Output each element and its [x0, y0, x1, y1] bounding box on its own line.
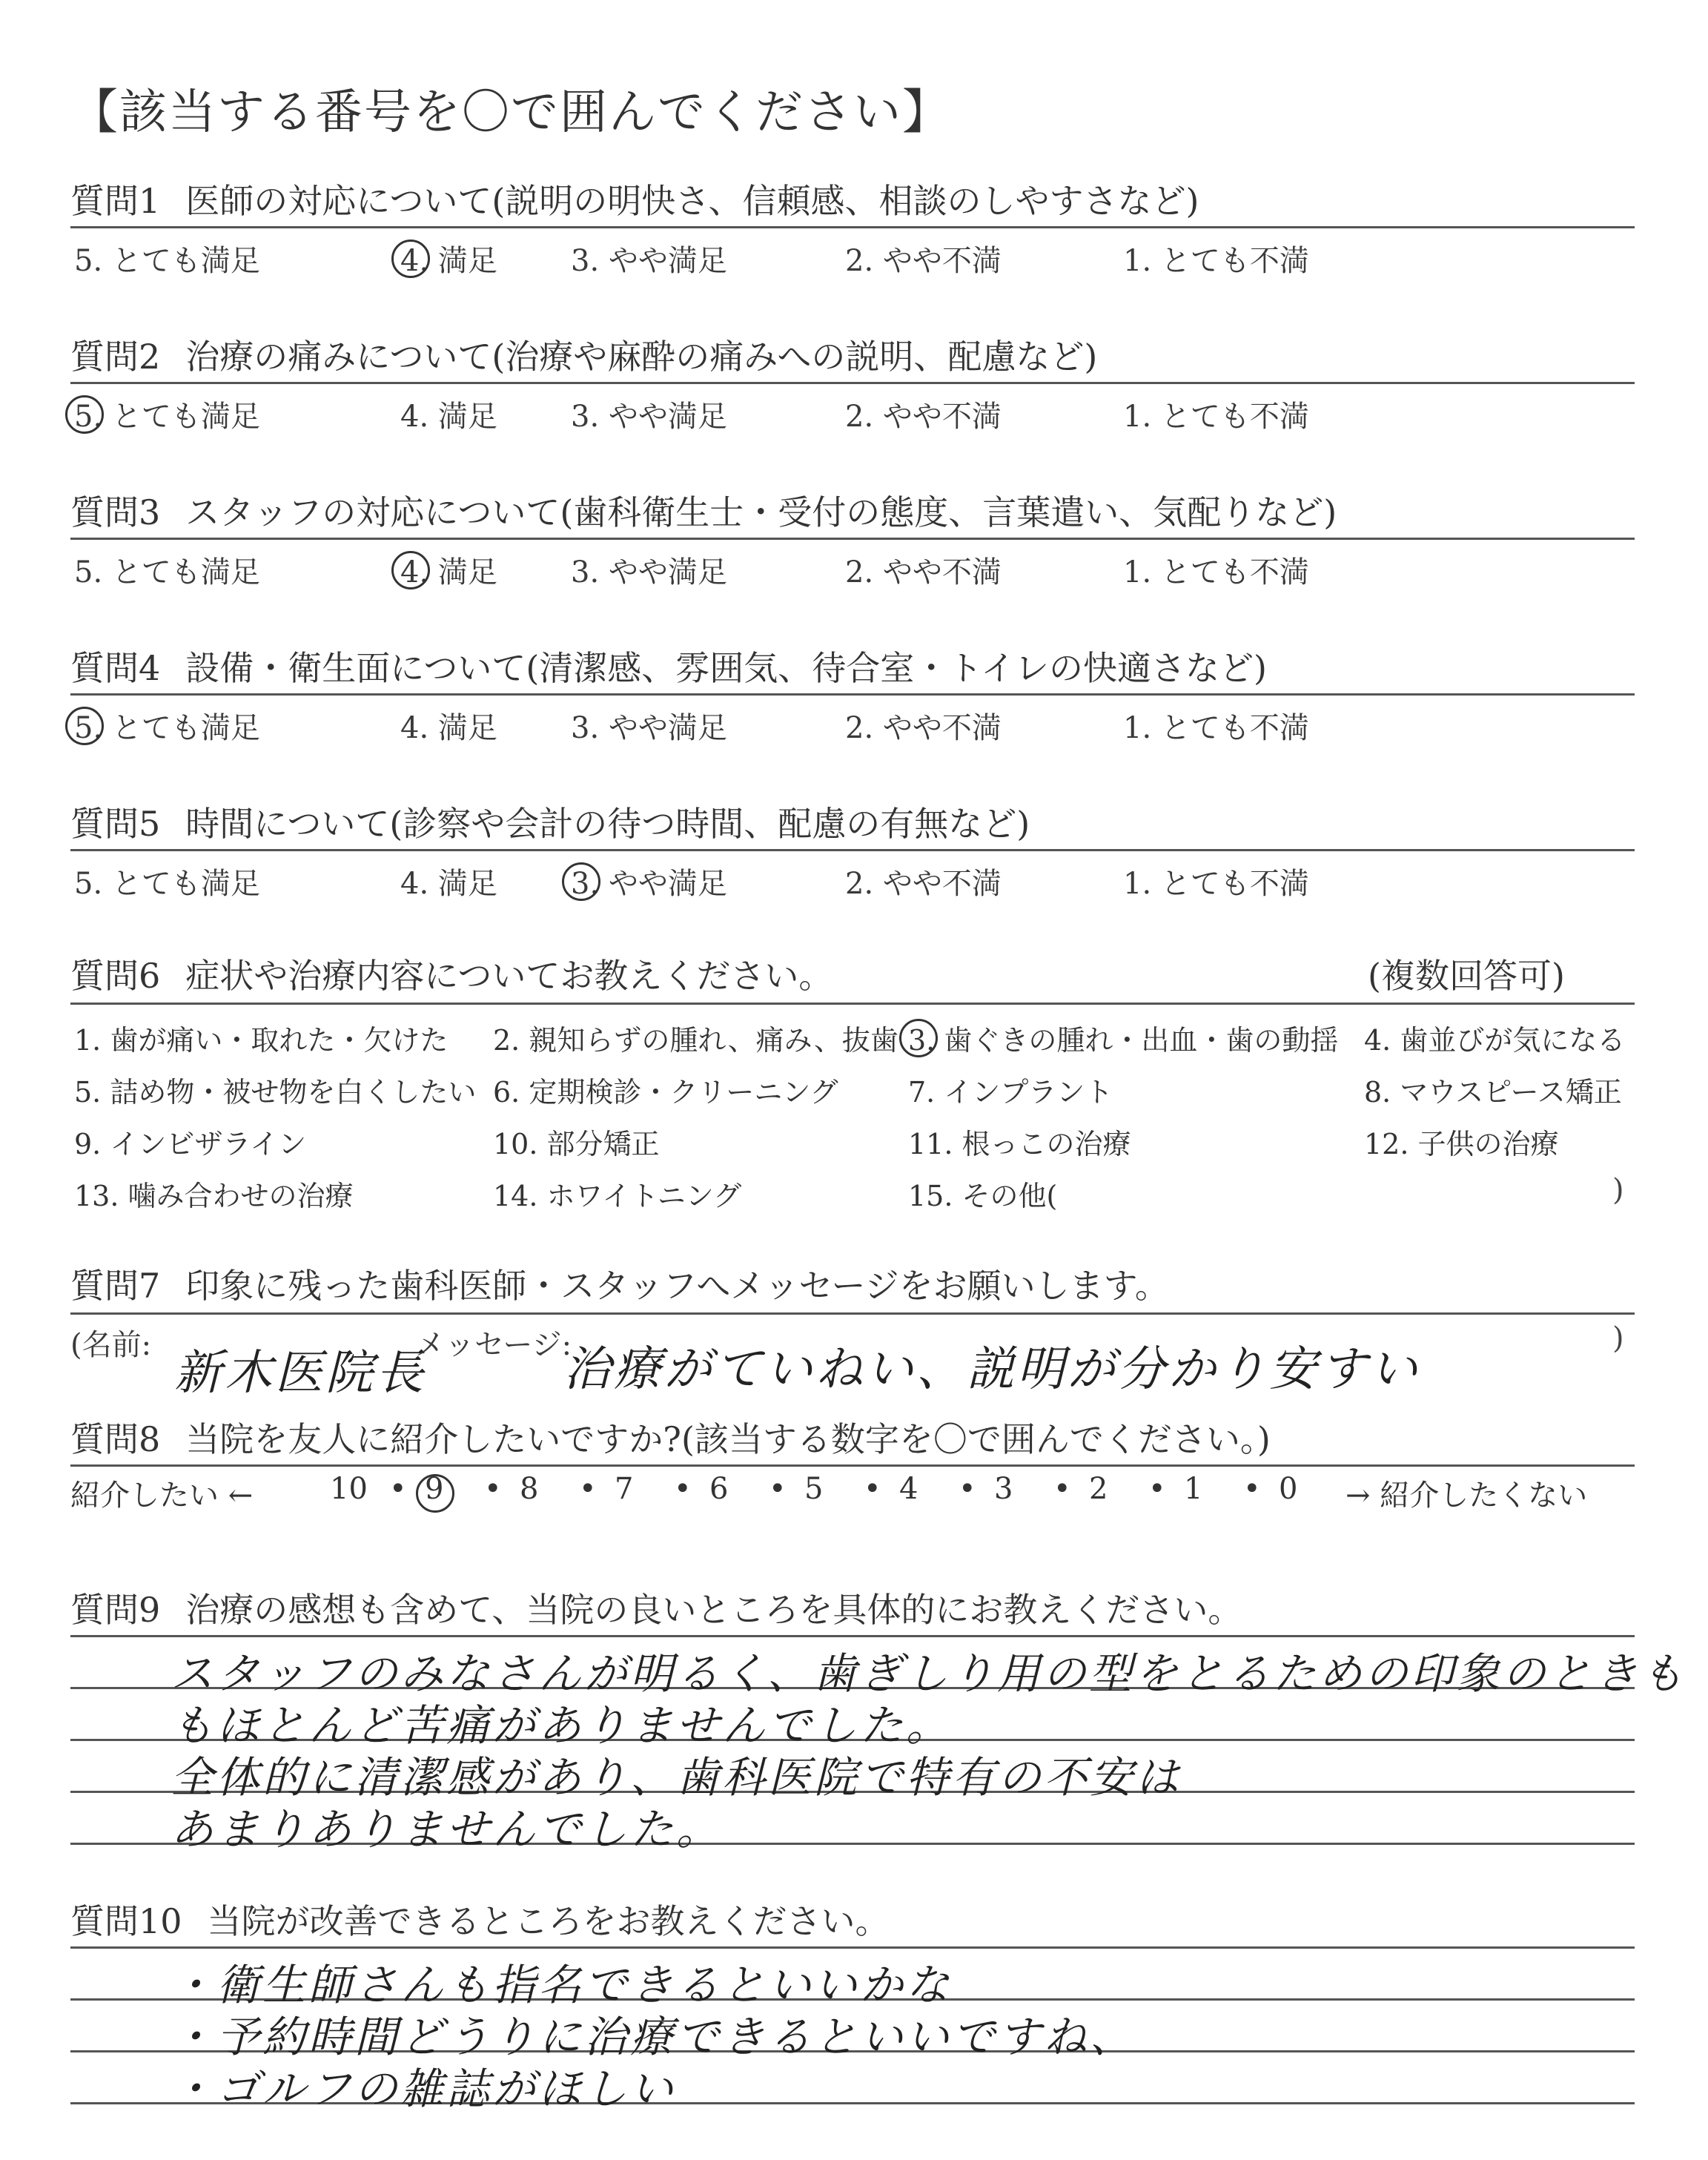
q4-rule [70, 693, 1635, 696]
q10-answer-line: ・衛生師さんも指名できるといいかな [171, 1960, 953, 2010]
q7-msg-label: メッセージ: [415, 1328, 572, 1362]
q6-rule [70, 1003, 1635, 1005]
q8-right-label: → 紹介したくない [1345, 1479, 1588, 1513]
q9-answer-line: スタッフのみなさんが明るく、歯ぎしり用の型をとるための印象のときも [171, 1648, 1687, 1699]
q8-rule [70, 1464, 1635, 1467]
q7-name-label: (名前: [70, 1328, 152, 1362]
q5-title [70, 797, 1030, 846]
q1-option-4[interactable]: 4. 満足 [400, 244, 497, 278]
q8-scale-dot: • [864, 1472, 881, 1506]
q7-number: 質問7 [70, 1266, 161, 1306]
q2-option-2[interactable]: 2. やや不満 [845, 400, 1002, 434]
q6-option-8[interactable]: 8. マウスピース矯正 [1364, 1076, 1622, 1109]
q2-text: 治療の痛みについて(治療や麻酔の痛みへの説明、配慮など) [185, 337, 1098, 377]
q8-left-label: 紹介したい ← [70, 1479, 254, 1513]
q8-scale-dot: • [579, 1472, 597, 1506]
q9-answer-line: 全体的に清潔感があり、歯科医院で特有の不安は [171, 1752, 1182, 1803]
q8-number: 質問8 [70, 1419, 161, 1459]
q9-answer-line: もほとんど苦痛がありませんでした。 [171, 1700, 953, 1751]
q7-msg-value: 治療がていねい、説明が分かり安すい [563, 1342, 1420, 1397]
q7-title [70, 1259, 1169, 1308]
q7-close-paren: ) [1612, 1321, 1624, 1355]
q4-option-5[interactable]: 5. とても満足 [74, 711, 260, 745]
q10-answer-line: ・予約時間どうりに治療できるといいですね、 [171, 2012, 1136, 2062]
q6-text: 症状や治療内容についてお教えください。 [185, 956, 833, 996]
q2-number: 質問2 [70, 337, 161, 377]
q4-option-2[interactable]: 2. やや不満 [845, 711, 1002, 745]
q2-option-4[interactable]: 4. 満足 [400, 400, 497, 434]
q2-rule [70, 382, 1635, 384]
q5-selected-circle [562, 862, 600, 901]
q4-title [70, 641, 1267, 690]
q7-text: 印象に残った歯科医師・スタッフへメッセージをお願いします。 [185, 1266, 1169, 1306]
q3-text: スタッフの対応について(歯科衛生士・受付の態度、言葉遣い、気配りなど) [185, 492, 1337, 532]
q8-scale-dot: • [484, 1472, 502, 1506]
q10-text: 当院が改善できるところをお教えください。 [207, 1901, 890, 1941]
q8-scale-dot: • [959, 1472, 976, 1506]
q3-option-3[interactable]: 3. やや満足 [571, 555, 727, 589]
q4-number: 質問4 [70, 648, 161, 688]
q4-option-3[interactable]: 3. やや満足 [571, 711, 727, 745]
q6-option-9[interactable]: 9. インビザライン [74, 1128, 307, 1160]
q3-option-5[interactable]: 5. とても満足 [74, 555, 260, 589]
q3-title [70, 486, 1337, 535]
q9-number: 質問9 [70, 1590, 161, 1630]
q8-selected-circle [416, 1474, 454, 1513]
q6-option-1[interactable]: 1. 歯が痛い・取れた・欠けた [74, 1024, 448, 1057]
q3-option-2[interactable]: 2. やや不満 [845, 555, 1002, 589]
q6-option-4[interactable]: 4. 歯並びが気になる [1364, 1024, 1626, 1057]
q8-scale-3[interactable]: 3 [994, 1472, 1013, 1506]
q5-option-5[interactable]: 5. とても満足 [74, 867, 260, 901]
q9-title [70, 1583, 1242, 1632]
q3-option-4[interactable]: 4. 満足 [400, 555, 497, 589]
q4-option-4[interactable]: 4. 満足 [400, 711, 497, 745]
q8-scale-0[interactable]: 0 [1279, 1472, 1298, 1506]
q5-option-3[interactable]: 3. やや満足 [571, 867, 727, 901]
q8-scale-dot: • [1148, 1472, 1166, 1506]
q1-option-5[interactable]: 5. とても満足 [74, 244, 260, 278]
q5-option-2[interactable]: 2. やや不満 [845, 867, 1002, 901]
q3-option-1[interactable]: 1. とても不満 [1123, 555, 1309, 589]
q5-option-4[interactable]: 4. 満足 [400, 867, 497, 901]
q6-option-12[interactable]: 12. 子供の治療 [1364, 1128, 1559, 1160]
q8-scale-4[interactable]: 4 [899, 1472, 918, 1506]
q10-answer-rule [70, 1946, 1635, 1949]
q3-rule [70, 538, 1635, 540]
q6-number: 質問6 [70, 956, 161, 996]
q8-scale-dot: • [1243, 1472, 1261, 1506]
q6-option-2[interactable]: 2. 親知らずの腫れ、痛み、抜歯 [493, 1024, 898, 1057]
q6-multi: (複数回答可) [1368, 956, 1565, 996]
page-heading: 【該当する番号を〇で囲んでください】 [70, 85, 951, 140]
q8-scale-1[interactable]: 1 [1184, 1472, 1203, 1506]
q5-number: 質問5 [70, 804, 161, 844]
q6-title [70, 949, 833, 998]
q8-scale-7[interactable]: 7 [615, 1472, 634, 1506]
q1-option-2[interactable]: 2. やや不満 [845, 244, 1002, 278]
q8-text: 当院を友人に紹介したいですか?(該当する数字を〇で囲んでください。) [185, 1419, 1271, 1459]
q1-title [70, 174, 1199, 223]
q1-number: 質問1 [70, 181, 161, 221]
q6-option-5[interactable]: 5. 詰め物・被せ物を白くしたい [74, 1076, 477, 1109]
q1-selected-circle [391, 240, 430, 278]
q8-scale-2[interactable]: 2 [1089, 1472, 1108, 1506]
q6-other-close-paren: ) [1612, 1173, 1624, 1207]
q1-option-1[interactable]: 1. とても不満 [1123, 244, 1309, 278]
q2-option-5[interactable]: 5. とても満足 [74, 400, 260, 434]
q9-answer-line: あまりありませんでした。 [171, 1804, 723, 1855]
q8-scale-8[interactable]: 8 [520, 1472, 539, 1506]
q6-option-14[interactable]: 14. ホワイトニング [493, 1180, 742, 1212]
q8-scale-dot: • [769, 1472, 787, 1506]
q6-option-11[interactable]: 11. 根っこの治療 [908, 1128, 1131, 1160]
q8-scale-5[interactable]: 5 [804, 1472, 824, 1506]
q8-title [70, 1413, 1271, 1462]
q8-scale-dot: • [674, 1472, 692, 1506]
q4-option-1[interactable]: 1. とても不満 [1123, 711, 1309, 745]
q6-option-3[interactable]: 3. 歯ぐきの腫れ・出血・歯の動揺 [908, 1024, 1339, 1057]
q6-option-15[interactable]: 15. その他( [908, 1180, 1058, 1212]
q6-selected-circle [899, 1019, 938, 1057]
q7-rule [70, 1312, 1635, 1315]
q6-option-13[interactable]: 13. 噛み合わせの治療 [74, 1180, 354, 1212]
q8-scale-9[interactable]: 9 [425, 1472, 444, 1506]
q10-number: 質問10 [70, 1901, 182, 1941]
q6-option-6[interactable]: 6. 定期検診・クリーニング [493, 1076, 838, 1109]
q10-answer-line: ・ゴルフの雑誌がほしい [171, 2064, 677, 2114]
q4-selected-circle [65, 707, 104, 745]
q8-scale-dot: • [389, 1472, 407, 1506]
q4-text: 設備・衛生面について(清潔感、雰囲気、待合室・トイレの快適さなど) [185, 648, 1267, 688]
q2-option-1[interactable]: 1. とても不満 [1123, 400, 1309, 434]
q6-option-10[interactable]: 10. 部分矯正 [493, 1128, 660, 1160]
q6-option-7[interactable]: 7. インプラント [908, 1076, 1113, 1109]
q1-text: 医師の対応について(説明の明快さ、信頼感、相談のしやすさなど) [185, 181, 1199, 221]
q5-rule [70, 849, 1635, 851]
q3-number: 質問3 [70, 492, 161, 532]
q7-name-value: 新木医院長 [174, 1346, 426, 1401]
q1-rule [70, 226, 1635, 228]
q1-option-3[interactable]: 3. やや満足 [571, 244, 727, 278]
q5-option-1[interactable]: 1. とても不満 [1123, 867, 1309, 901]
q9-text: 治療の感想も含めて、当院の良いところを具体的にお教えください。 [185, 1590, 1242, 1630]
q3-selected-circle [391, 551, 430, 589]
q5-text: 時間について(診察や会計の待つ時間、配慮の有無など) [185, 804, 1030, 844]
q9-answer-rule [70, 1635, 1635, 1637]
q8-scale-10[interactable]: 10 [330, 1472, 368, 1506]
q2-title [70, 330, 1097, 379]
q2-selected-circle [65, 395, 104, 434]
q2-option-3[interactable]: 3. やや満足 [571, 400, 727, 434]
q10-title [70, 1895, 890, 1943]
q8-scale-dot: • [1053, 1472, 1071, 1506]
q8-scale-6[interactable]: 6 [709, 1472, 729, 1506]
